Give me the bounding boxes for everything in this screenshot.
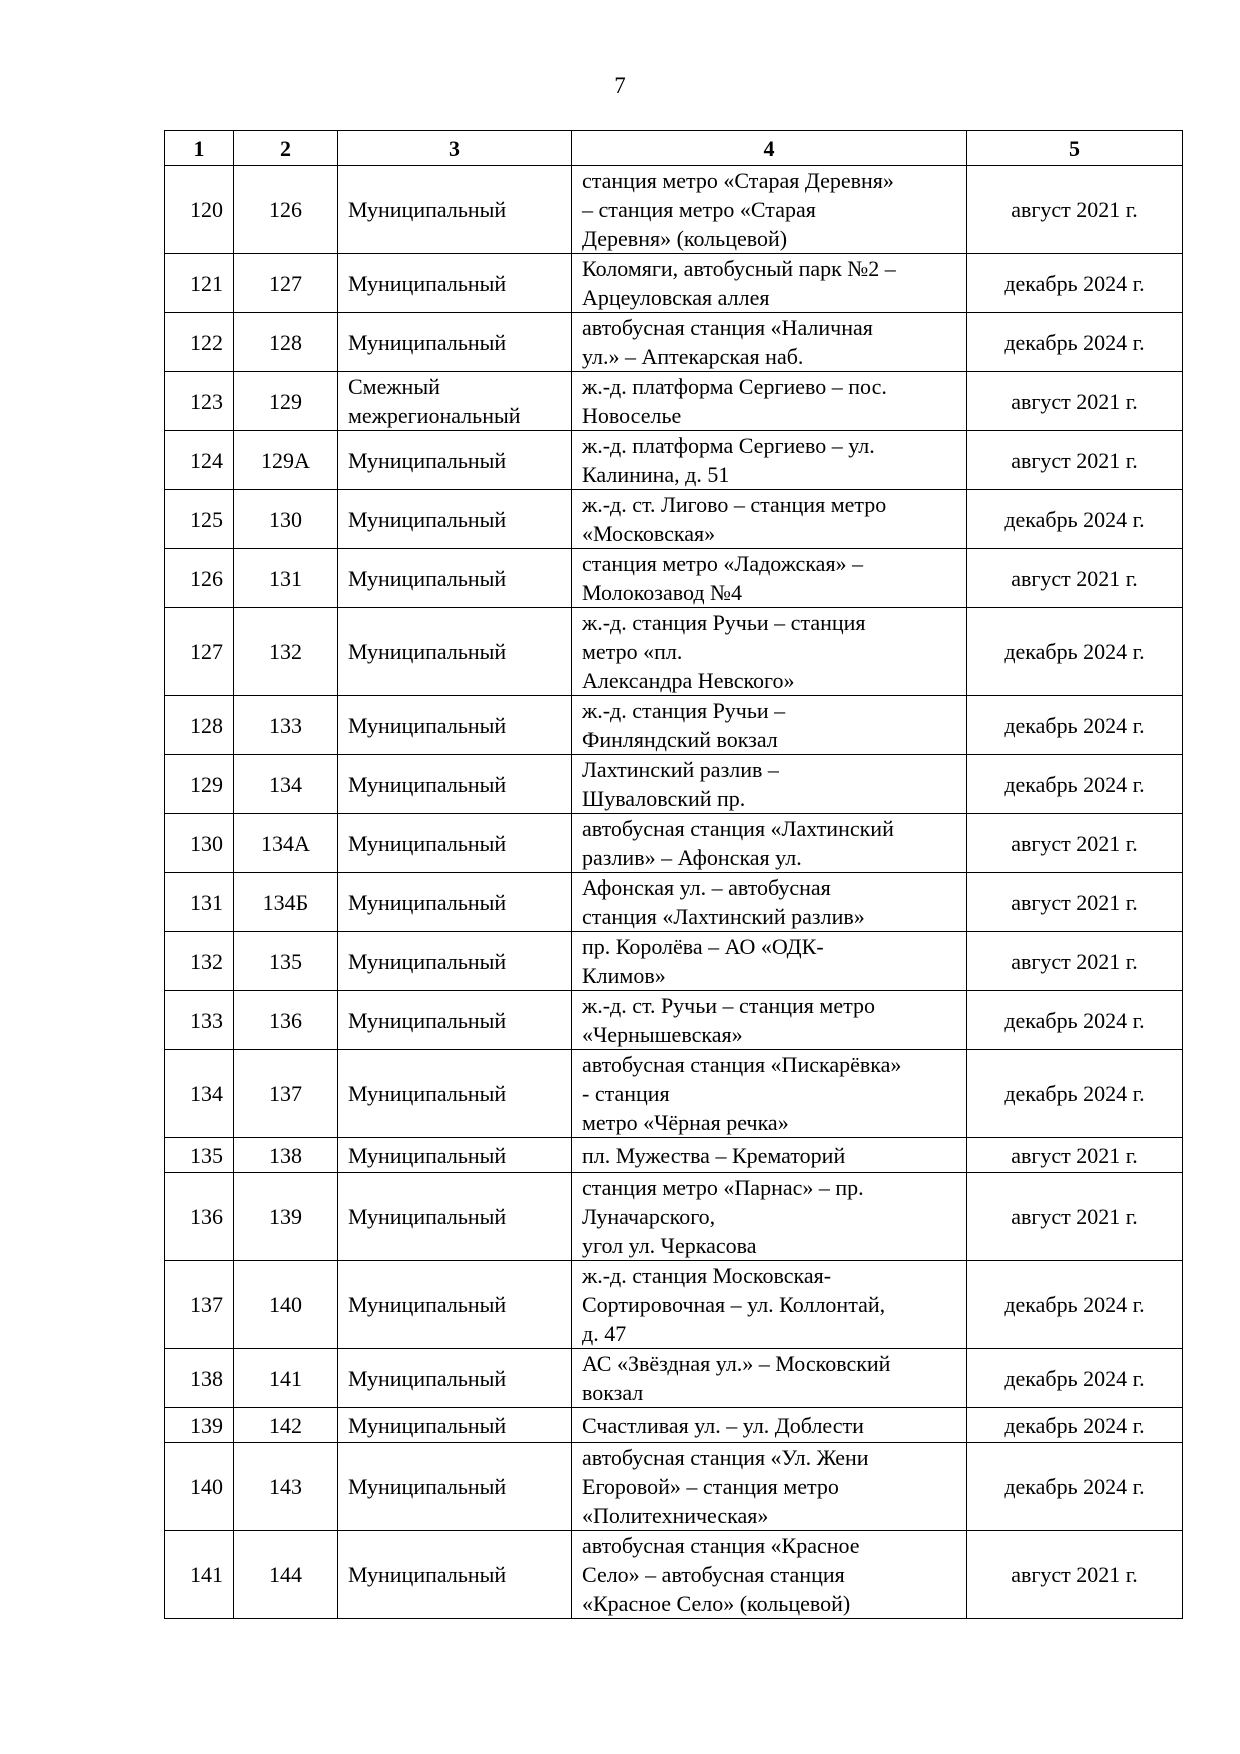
route-type-cell: Муниципальный [338,755,572,814]
route-path-cell: автобусная станция «Ул. Жени Егоровой» – станция метро «Политехническая» [572,1443,967,1531]
date-cell: декабрь 2024 г. [967,696,1183,755]
route-type-cell: Муниципальный [338,313,572,372]
table-header [165,131,1183,166]
route-path-cell: автобусная станция «Пискарёвка» - станция метро «Чёрная речка» [572,1050,967,1138]
column-header-2: 2 [234,131,338,166]
row-number-cell: 129 [165,755,234,814]
routes-table [164,130,1183,1619]
route-type-cell: Муниципальный [338,431,572,490]
column-header-4: 4 [572,131,967,166]
row-number-cell: 128 [165,696,234,755]
table-row [165,1173,1183,1261]
table-row [165,873,1183,932]
route-number-cell: 139 [234,1173,338,1261]
route-number-cell: 128 [234,313,338,372]
row-number-cell: 133 [165,991,234,1050]
route-type-cell: Муниципальный [338,1443,572,1531]
route-number-cell: 126 [234,166,338,254]
route-number-cell: 132 [234,608,338,696]
route-number-cell: 130 [234,490,338,549]
route-type-cell: Муниципальный [338,873,572,932]
route-path-cell: автобусная станция «Лахтинский разлив» – Афонская ул. [572,814,967,873]
route-path-cell: Лахтинский разлив – Шуваловский пр. [572,755,967,814]
table-row [165,313,1183,372]
route-type-cell: Муниципальный [338,1531,572,1619]
route-type-cell: Муниципальный [338,1261,572,1349]
route-type-cell: Муниципальный [338,1408,572,1443]
date-cell: август 2021 г. [967,1138,1183,1173]
date-cell: декабрь 2024 г. [967,1408,1183,1443]
row-number-cell: 125 [165,490,234,549]
row-number-cell: 130 [165,814,234,873]
route-number-cell: 143 [234,1443,338,1531]
table-row [165,490,1183,549]
route-number-cell: 129 [234,372,338,431]
table-row [165,166,1183,254]
route-number-cell: 134А [234,814,338,873]
column-header-5: 5 [967,131,1183,166]
route-type-cell: Муниципальный [338,991,572,1050]
date-cell: август 2021 г. [967,814,1183,873]
column-header-3: 3 [338,131,572,166]
route-number-cell: 136 [234,991,338,1050]
row-number-cell: 136 [165,1173,234,1261]
route-number-cell: 134Б [234,873,338,932]
route-path-cell: ж.-д. станция Ручьи – Финляндский вокзал [572,696,967,755]
row-number-cell: 122 [165,313,234,372]
route-type-cell: Муниципальный [338,1173,572,1261]
table-row [165,1138,1183,1173]
table-row [165,1050,1183,1138]
route-number-cell: 140 [234,1261,338,1349]
row-number-cell: 120 [165,166,234,254]
row-number-cell: 139 [165,1408,234,1443]
route-path-cell: станция метро «Парнас» – пр. Луначарского, угол ул. Черкасова [572,1173,967,1261]
table-row [165,372,1183,431]
row-number-cell: 121 [165,254,234,313]
date-cell: декабрь 2024 г. [967,608,1183,696]
table-row [165,991,1183,1050]
table-row [165,1261,1183,1349]
date-cell: август 2021 г. [967,1531,1183,1619]
route-number-cell: 127 [234,254,338,313]
route-number-cell: 135 [234,932,338,991]
date-cell: август 2021 г. [967,1173,1183,1261]
page-number: 7 [614,73,626,98]
route-type-cell: Муниципальный [338,814,572,873]
date-cell: декабрь 2024 г. [967,755,1183,814]
route-type-cell: Муниципальный [338,608,572,696]
row-number-cell: 137 [165,1261,234,1349]
route-type-cell: Муниципальный [338,1050,572,1138]
route-path-cell: АС «Звёздная ул.» – Московский вокзал [572,1349,967,1408]
row-number-cell: 132 [165,932,234,991]
date-cell: август 2021 г. [967,166,1183,254]
row-number-cell: 140 [165,1443,234,1531]
table-row [165,932,1183,991]
route-number-cell: 134 [234,755,338,814]
date-cell: декабрь 2024 г. [967,1050,1183,1138]
date-cell: декабрь 2024 г. [967,991,1183,1050]
route-path-cell: ж.-д. ст. Лигово – станция метро «Московская» [572,490,967,549]
route-type-cell: Муниципальный [338,254,572,313]
table-row [165,254,1183,313]
route-path-cell: Афонская ул. – автобусная станция «Лахтинский разлив» [572,873,967,932]
date-cell: декабрь 2024 г. [967,1349,1183,1408]
table-row [165,1531,1183,1619]
table-row [165,1349,1183,1408]
route-number-cell: 137 [234,1050,338,1138]
date-cell: декабрь 2024 г. [967,254,1183,313]
date-cell: август 2021 г. [967,431,1183,490]
route-path-cell: пр. Королёва – АО «ОДК- Климов» [572,932,967,991]
route-path-cell: станция метро «Старая Деревня» – станция метро «Старая Деревня» (кольцевой) [572,166,967,254]
date-cell: август 2021 г. [967,549,1183,608]
table-row [165,1443,1183,1531]
route-number-cell: 141 [234,1349,338,1408]
route-path-cell: автобусная станция «Красное Село» – автобусная станция «Красное Село» (кольцевой) [572,1531,967,1619]
route-number-cell: 142 [234,1408,338,1443]
route-number-cell: 131 [234,549,338,608]
route-type-cell: Муниципальный [338,490,572,549]
route-number-cell: 138 [234,1138,338,1173]
route-type-cell: Муниципальный [338,166,572,254]
route-path-cell: ж.-д. ст. Ручьи – станция метро «Чернышевская» [572,991,967,1050]
table-row [165,696,1183,755]
date-cell: декабрь 2024 г. [967,313,1183,372]
route-number-cell: 144 [234,1531,338,1619]
date-cell: декабрь 2024 г. [967,490,1183,549]
route-number-cell: 129А [234,431,338,490]
date-cell: август 2021 г. [967,873,1183,932]
route-type-cell: Муниципальный [338,1349,572,1408]
table-row [165,755,1183,814]
route-path-cell: автобусная станция «Наличная ул.» – Аптекарская наб. [572,313,967,372]
route-number-cell: 133 [234,696,338,755]
table-row [165,431,1183,490]
date-cell: декабрь 2024 г. [967,1261,1183,1349]
date-cell: август 2021 г. [967,932,1183,991]
table-body [165,166,1183,1619]
row-number-cell: 141 [165,1531,234,1619]
row-number-cell: 138 [165,1349,234,1408]
table-row [165,608,1183,696]
row-number-cell: 135 [165,1138,234,1173]
row-number-cell: 123 [165,372,234,431]
column-header-1: 1 [165,131,234,166]
table-row [165,1408,1183,1443]
row-number-cell: 134 [165,1050,234,1138]
route-type-cell: Муниципальный [338,932,572,991]
route-type-cell: Муниципальный [338,1138,572,1173]
route-path-cell: ж.-д. станция Московская- Сортировочная – ул. Коллонтай, д. 47 [572,1261,967,1349]
route-type-cell: Муниципальный [338,696,572,755]
table-row [165,814,1183,873]
route-type-cell: Муниципальный [338,549,572,608]
route-path-cell: Счастливая ул. – ул. Доблести [572,1408,967,1443]
row-number-cell: 131 [165,873,234,932]
route-path-cell: ж.-д. станция Ручьи – станция метро «пл. Александра Невского» [572,608,967,696]
route-path-cell: ж.-д. платформа Сергиево – пос. Новоселье [572,372,967,431]
date-cell: август 2021 г. [967,372,1183,431]
row-number-cell: 127 [165,608,234,696]
route-path-cell: Коломяги, автобусный парк №2 – Арцеуловская аллея [572,254,967,313]
route-path-cell: ж.-д. платформа Сергиево – ул. Калинина, д. 51 [572,431,967,490]
route-type-cell: Смежный межрегиональный [338,372,572,431]
route-path-cell: пл. Мужества – Крематорий [572,1138,967,1173]
route-path-cell: станция метро «Ладожская» – Молокозавод №4 [572,549,967,608]
table-row [165,549,1183,608]
date-cell: декабрь 2024 г. [967,1443,1183,1531]
header-row [165,131,1183,166]
row-number-cell: 126 [165,549,234,608]
row-number-cell: 124 [165,431,234,490]
